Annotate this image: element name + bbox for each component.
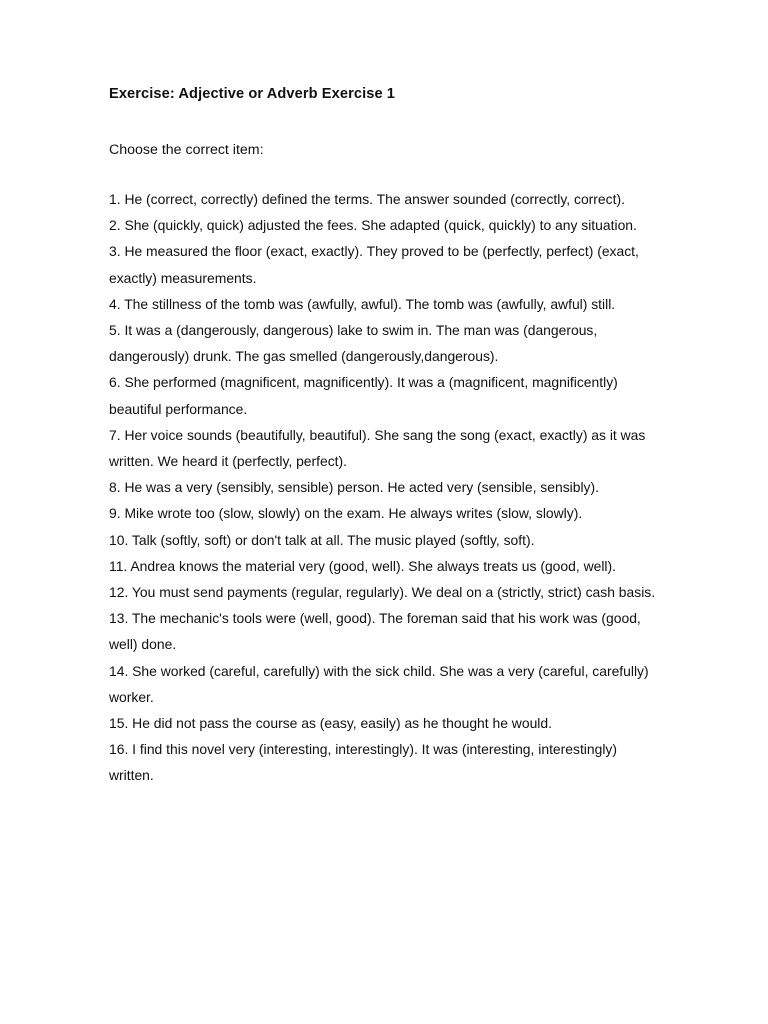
document-body [109, 84, 689, 789]
exercise-item: 6. She performed (magnificent, magnificently). It was a (magnificent, magnificently) beautiful performance. [109, 374, 618, 417]
exercise-item: 13. The mechanic's tools were (well, good). The foreman said that his work was (good, well) done. [109, 610, 641, 653]
exercise-item: 1. He (correct, correctly) defined the terms. The answer sounded (correctly, correct). [109, 191, 625, 207]
exercise-item: 9. Mike wrote too (slow, slowly) on the exam. He always writes (slow, slowly). [109, 505, 583, 522]
exercise-item: 16. I find this novel very (interesting, interestingly). It was (interesting, interestingly) written. [109, 741, 617, 784]
exercise-item: 4. The stillness of the tomb was (awfully, awful). The tomb was (awfully, awful) still. [109, 295, 616, 312]
exercise-item: 5. It was a (dangerously, dangerous) lake to swim in. The man was (dangerous, dangerously) drunk. The gas smelled (dangerously,dangerous). [109, 322, 598, 365]
exercise-item: 14. She worked (careful, carefully) with the sick child. She was a very (careful, carefully) worker. [109, 662, 649, 705]
exercise-item: 8. He was a very (sensibly, sensible) person. He acted very (sensible, sensibly). [109, 479, 599, 496]
exercise-item: 11. Andrea knows the material very (good, well). She always treats us (good, well). [109, 557, 616, 574]
exercise-item: 15. He did not pass the course as (easy, easily) as he thought he would. [109, 715, 552, 732]
exercise-instruction: Choose the correct item: [109, 142, 264, 158]
exercise-item: 10. Talk (softly, soft) or don't talk at all. The music played (softly, soft). [109, 531, 535, 548]
exercise-item: 3. He measured the floor (exact, exactly). They proved to be (perfectly, perfect) (exact, exactly) measurements. [109, 243, 639, 286]
exercise-item-list [109, 186, 689, 789]
exercise-item: 12. You must send payments (regular, regularly). We deal on a (strictly, strict) cash basis. [109, 584, 656, 601]
exercise-item: 2. She (quickly, quick) adjusted the fees. She adapted (quick, quickly) to any situation. [109, 217, 637, 234]
exercise-title: Exercise: Adjective or Adverb Exercise 1 [109, 86, 396, 102]
exercise-item: 7. Her voice sounds (beautifully, beautiful). She sang the song (exact, exactly) as it was written. We heard it (perfectly, perfect). [109, 426, 646, 470]
